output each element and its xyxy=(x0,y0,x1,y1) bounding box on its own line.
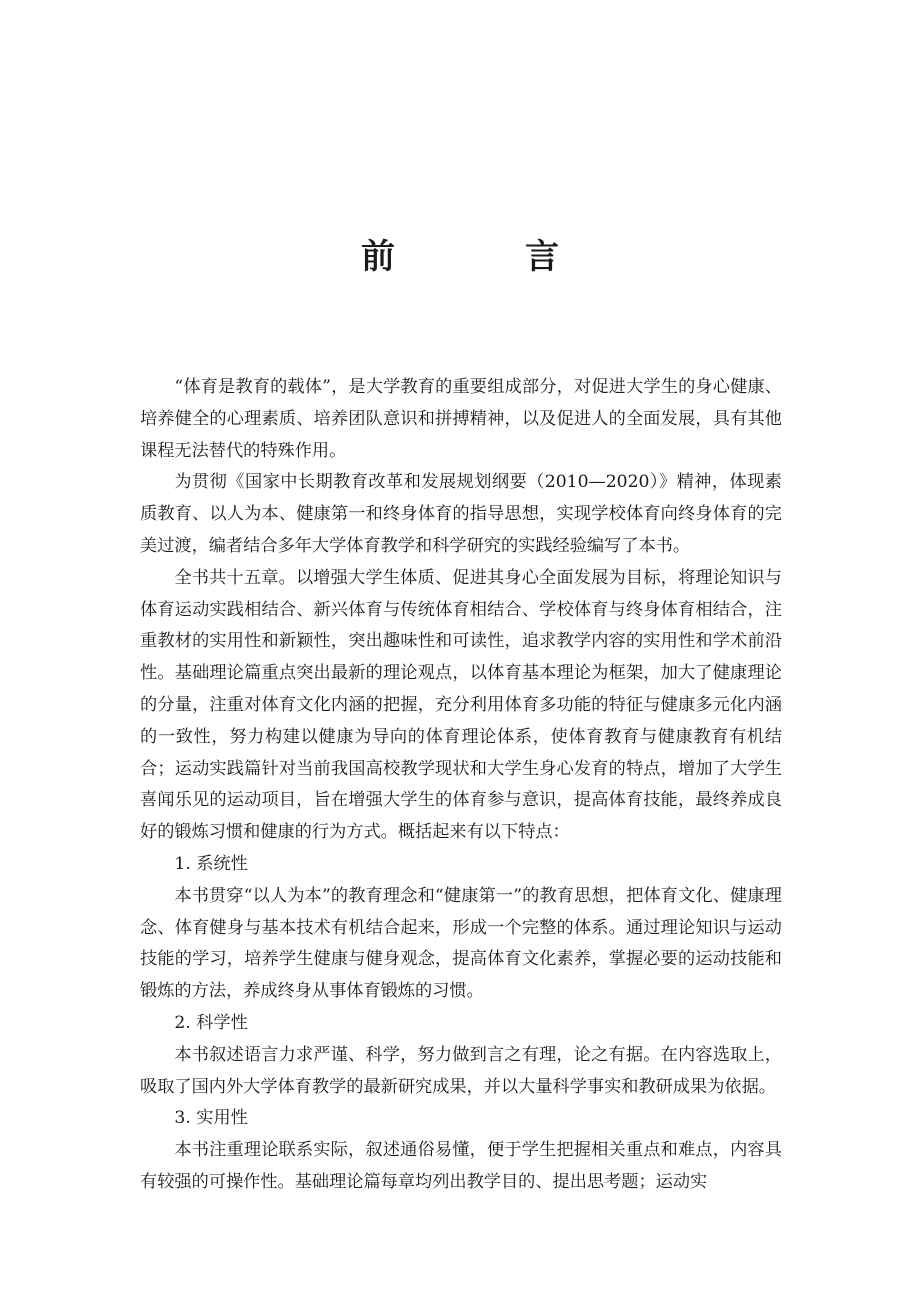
page-title: 前 言 xyxy=(361,237,607,277)
preface-body xyxy=(140,372,782,1199)
paragraph: 为贯彻《国家中长期教育改革和发展规划纲要（2010—2020）》精神，体现素质教育、以人为本、健康第一和终身体育的指导思想，实现学校体育向终身体育的完美过渡，编者结合多年大学体育教学和科学研究的实践经验编写了本书。 xyxy=(140,472,782,556)
section-heading: 1. 系统性 xyxy=(174,853,248,874)
section-heading: 3. 实用性 xyxy=(174,1108,248,1129)
section-heading: 2. 科学性 xyxy=(174,1012,248,1033)
paragraph: 本书贯穿“以人为本”的教育理念和“健康第一”的教育思想，把体育文化、健康理念、体育健身与基本技术有机结合起来，形成一个完整的体系。通过理论知识与运动技能的学习，培养学生健康与健身观念，提高体育文化素养，掌握必要的运动技能和锻炼的方法，养成终身从事体育锻炼的习惯。 xyxy=(140,885,782,1002)
paragraph: 全书共十五章。以增强大学生体质、促进其身心全面发展为目标，将理论知识与体育运动实践相结合、新兴体育与传统体育相结合、学校体育与终身体育相结合，注重教材的实用性和新颖性，突出趣味性和可读性，追求教学内容的实用性和学术前沿性。基础理论篇重点突出最新的理论观点，以体育基本理论为框架，加大了健康理论的分量，注重对体育文化内涵的把握，充分利用体育多功能的特征与健康多元化内涵的一致性，努力构建以健康为导向的体育理论体系，使体育教育与健康教育有机结合；运动实践篇针对当前我国高校教学现状和大学生身心发育的特点，增加了大学生喜闻乐见的运动项目，旨在增强大学生的体育参与意识，提高体育技能，最终养成良好的锻炼习惯和健康的行为方式。概括起来有以下特点： xyxy=(140,567,782,843)
paragraph: “体育是教育的载体”，是大学教育的重要组成部分，对促进大学生的身心健康、培养健全的心理素质、培养团队意识和拼搏精神，以及促进人的全面发展，具有其他课程无法替代的特殊作用。 xyxy=(140,377,782,461)
paragraph: 本书注重理论联系实际，叙述通俗易懂，便于学生把握相关重点和难点，内容具有较强的可操作性。基础理论篇每章均列出教学目的、提出思考题；运动实 xyxy=(140,1140,782,1192)
paragraph: 本书叙述语言力求严谨、科学，努力做到言之有理，论之有据。在内容选取上，吸取了国内外大学体育教学的最新研究成果，并以大量科学事实和教研成果为依据。 xyxy=(140,1044,782,1097)
